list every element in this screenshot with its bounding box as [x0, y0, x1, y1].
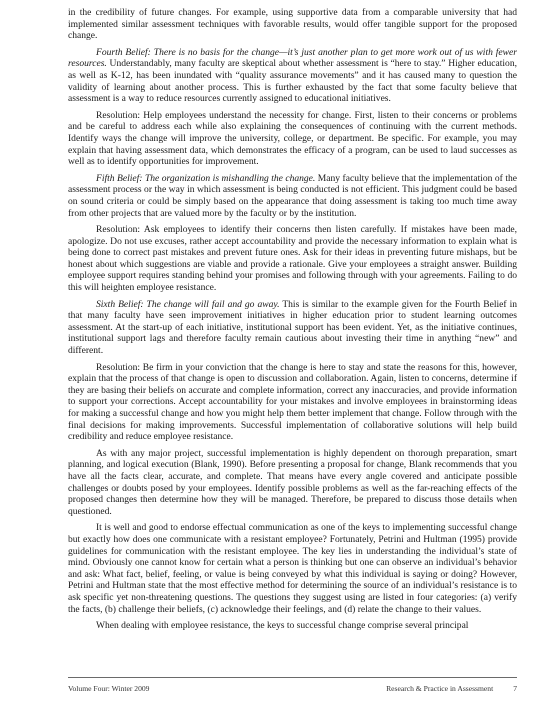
paragraph-2-lead: Fourth Belief: There is no basis for the change—it’s just another plan to get more work out of us with fewer resources.	[68, 46, 517, 70]
paragraph-7-text: Resolution: Be firm in your conviction that the change is here to stay and state the reasons for this, however, explain that the process of that change is open to discussion and collaboration. Again, listen to concerns, determine if they are basing their beliefs on accurate and complete information, correct any inaccuracies, and provide information to support your corrections. Accept accountability for your mistakes and involve employees in brainstorming ideas for making a successful change and how you might help them better implement that change. Follow through with the final decisions for making improvements. Successful implementation of collaborative solutions will help build credibility and reduce employee resistance.	[68, 361, 517, 443]
paragraph-8	[68, 448, 517, 518]
paragraph-3	[68, 110, 517, 168]
paragraph-5-text: Resolution: Ask employees to identify their concerns then listen carefully. If mistakes have been made, apologize. Do not use excuses, rather accept accountability and provide the necessary information to explain what is being done to correct past mistakes and prevent future ones. Ask for their ideas in preventing future mishaps, but be honest about which suggestions are viable and provide a rationale. Give your employees a straight answer. Building employee support requires standing behind your promises and following through with your agreements. Failing to do this will heighten employee resistance.	[68, 224, 517, 294]
paragraph-1-text: in the credibility of future changes. For example, using supportive data from a comparable university that had implemented similar assessment techniques with favorable results, would offer tangible support for the proposed change.	[68, 7, 517, 42]
paragraph-4-lead: Fifth Belief: The organization is mishandling the change.	[96, 172, 316, 184]
footer-issue: Volume Four: Winter 2009	[68, 684, 150, 693]
paragraph-6	[68, 299, 517, 357]
paragraph-9-text: It is well and good to endorse effectual communication as one of the keys to implementing successful change but exactly how does one communicate with a resistant employee? Fortunately, Petrini and Hultman (1995) provide guidelines for communication with the resistant employee. The key lies in understanding the individual’s state of mind. Obviously one cannot know for certain what a person is thinking but one can observe an individual’s behavior and ask: What fact, belief, feeling, or value is being conveyed by what this individual is saying or doing? However, Petrini and Hultman state that the most effective method for determining the source of an individual’s resistance is to ask specific yet non-threatening questions. The questions they suggest using are listed in four categories: (a) verify the facts, (b) challenge their beliefs, (c) acknowledge their feelings, and (d) relate the change to their values.	[68, 522, 517, 615]
footer-divider	[68, 677, 517, 678]
paragraph-6-lead: Sixth Belief: The change will fail and go away.	[96, 298, 280, 310]
paragraph-10	[68, 620, 517, 632]
paragraph-5	[68, 224, 517, 294]
paragraph-1	[68, 7, 517, 42]
paragraph-4-text: Many faculty believe that the implementation of the assessment process or the way in which assessment is being conducted is not efficient. This judgment could be based on sound criteria or could be simply based on the appearance that doing assessment is taking too much time away from other projects that are valued more by the faculty or by the institution.	[68, 172, 517, 219]
paragraph-10-text: When dealing with employee resistance, the keys to successful change comprise several principal	[96, 620, 469, 632]
paragraph-2	[68, 47, 517, 105]
footer-right	[386, 684, 517, 693]
page-number: 7	[513, 684, 517, 693]
paragraph-3-text: Resolution: Help employees understand the necessity for change. First, listen to their concerns or problems and be careful to address each while also explaining the consequences of continuing with the current methods. Identify ways the change will improve the university, college, or department. Be specific. For example, you may explain that having assessment data, which demonstrates the efficacy of a program, can be used to laud successes as well as to identify opportunities for improvement.	[68, 109, 517, 168]
paragraph-7	[68, 362, 517, 443]
footer-journal-title: Research & Practice in Assessment	[386, 684, 494, 693]
paragraph-8-text: As with any major project, successful implementation is highly dependent on thorough preparation, smart planning, and logical execution (Blank, 1990). Before presenting a proposal for change, Blank recommends that you have all the facts clear, accurate, and complete. That means have every angle covered and anticipate possible challenges or doubts posed by your employees. Identify possible problems as well as the far-reaching effects of the proposed changes then determine how they will be managed. Therefore, be prepared to discuss those details when questioned.	[68, 447, 517, 517]
paragraph-2-text: Understandably, many faculty are skeptical about whether assessment is “here to stay.” Higher education, as well as K-12, has been inundated with “quality assurance movements” and it has caused many to question the validity of learning about another process. This is further exhausted by the fact that some faculty believe that assessment is a way to reduce resources currently assigned to educational initiatives.	[68, 58, 517, 105]
paragraph-6-text: This is similar to the example given for the Fourth Belief in that many faculty have seen improvement initiatives in higher education prior to student learning outcomes assessment. At the start-up of each initiative, institutional support has been evident. Yet, as the initiative continues, institutional support lags and therefore faculty remain cautious about investing their time in anything “new” and different.	[68, 298, 517, 357]
paragraph-4	[68, 173, 517, 219]
paragraph-9	[68, 522, 517, 615]
article-body	[68, 7, 517, 637]
